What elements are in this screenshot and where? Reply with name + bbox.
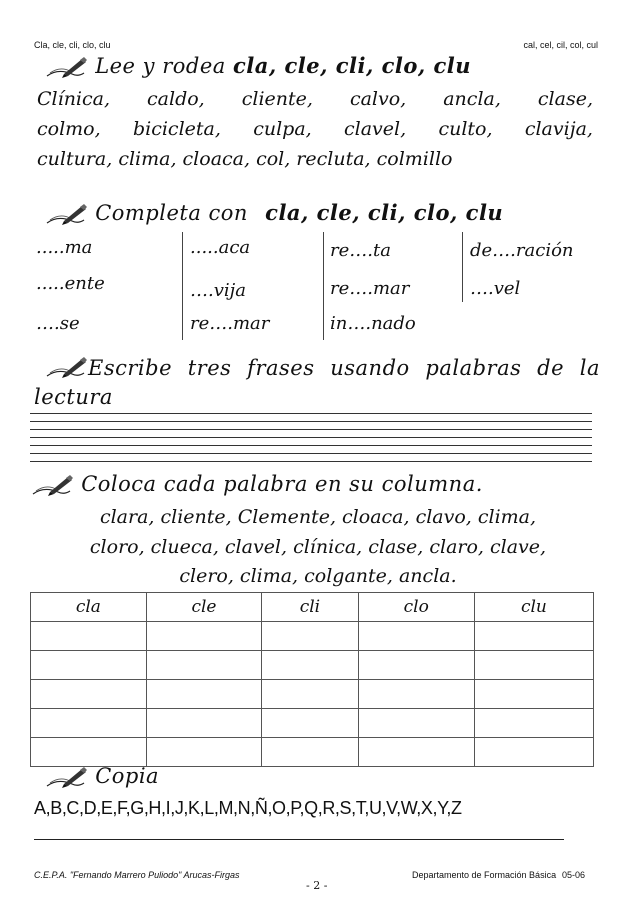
writing-line[interactable] xyxy=(30,429,592,430)
page-number: - 2 - xyxy=(306,879,328,892)
fill-item: ….se xyxy=(36,313,80,334)
table-cell[interactable] xyxy=(146,622,261,651)
section1-line-3: cultura, clima, cloaca, col, recluta, colmillo xyxy=(37,148,453,170)
writing-line[interactable] xyxy=(30,461,592,462)
pen-writing-icon xyxy=(44,356,88,380)
word: Clínica, xyxy=(37,88,111,110)
section4-instruction: Coloca cada palabra en su columna. xyxy=(81,472,483,496)
word: caldo, xyxy=(147,88,205,110)
table-cell[interactable] xyxy=(474,622,593,651)
header-right: cal, cel, cil, col, cul xyxy=(523,40,598,50)
pen-writing-icon xyxy=(44,56,88,80)
table-cell[interactable] xyxy=(31,709,147,738)
columns-table xyxy=(30,592,594,767)
table-cell[interactable] xyxy=(146,680,261,709)
table-cell[interactable] xyxy=(474,738,593,767)
pen-writing-icon xyxy=(44,203,88,227)
word: clavel, xyxy=(344,118,407,140)
word-list-line-1: clara, cliente, Clemente, cloaca, clavo, clima, xyxy=(99,506,537,528)
writing-line[interactable] xyxy=(30,421,592,422)
table-cell[interactable] xyxy=(474,680,593,709)
table-row xyxy=(31,709,594,738)
alphabet-model: A,B,C,D,E,F,G,H,I,J,K,L,M,N,Ñ,O,P,Q,R,S,T,U,V,W,X,Y,Z xyxy=(34,798,462,818)
writing-line[interactable] xyxy=(30,437,592,438)
table-cell[interactable] xyxy=(358,738,474,767)
fill-item: .....aca xyxy=(190,237,251,258)
table-cell[interactable] xyxy=(31,680,147,709)
word: clavija, xyxy=(524,118,593,140)
table-cell[interactable] xyxy=(358,680,474,709)
fill-item: in….nado xyxy=(330,313,416,334)
section2-instruction: Completa con xyxy=(95,201,248,225)
word: colmo, xyxy=(37,118,101,140)
section3-instruction-line1: Escribe tres frases usando palabras de la xyxy=(88,356,600,380)
word-list-line-3: clero, clima, colgante, ancla. xyxy=(179,565,457,587)
fill-item: .....ma xyxy=(36,237,93,258)
section4-heading xyxy=(30,472,483,498)
table-cell[interactable] xyxy=(31,622,147,651)
footer-school: C.E.P.A. "Fernando Marrero Puliodo" Arucas-Firgas xyxy=(34,870,240,880)
table-cell[interactable] xyxy=(474,709,593,738)
column-header: clo xyxy=(358,593,474,622)
table-cell[interactable] xyxy=(262,680,358,709)
footer-year: 05-06 xyxy=(562,870,586,880)
header-left: Cla, cle, cli, clo, clu xyxy=(34,40,111,50)
word: clase, xyxy=(537,88,593,110)
writing-line[interactable] xyxy=(30,445,592,446)
word: cliente, xyxy=(241,88,313,110)
section5-heading xyxy=(44,764,159,790)
table-cell[interactable] xyxy=(262,651,358,680)
table-cell[interactable] xyxy=(358,651,474,680)
table-cell[interactable] xyxy=(31,738,147,767)
section1-line-2 xyxy=(37,118,593,140)
word-list-line-2: cloro, clueca, clavel, clínica, clase, claro, clave, xyxy=(89,536,547,558)
fill-item: re….ta xyxy=(330,240,391,261)
table-cell[interactable] xyxy=(146,709,261,738)
fill-item: de….ración xyxy=(470,240,574,261)
word: calvo, xyxy=(349,88,407,110)
table-row xyxy=(31,738,594,767)
divider xyxy=(323,232,324,340)
table-row xyxy=(31,680,594,709)
table-cell[interactable] xyxy=(262,738,358,767)
table-row xyxy=(31,651,594,680)
divider xyxy=(462,232,463,302)
fill-item: re….mar xyxy=(330,278,410,299)
section1-heading xyxy=(44,53,471,80)
word: culto, xyxy=(438,118,493,140)
section2-syllables: cla, cle, cli, clo, clu xyxy=(265,200,504,225)
table-cell[interactable] xyxy=(358,709,474,738)
table-header-row xyxy=(31,593,594,622)
column-header: cla xyxy=(31,593,147,622)
table-cell[interactable] xyxy=(146,651,261,680)
divider xyxy=(182,232,183,340)
fill-item: re….mar xyxy=(190,313,270,334)
fill-item: ….vija xyxy=(190,280,246,301)
table-cell[interactable] xyxy=(31,651,147,680)
column-header: cli xyxy=(262,593,358,622)
writing-line[interactable] xyxy=(30,453,592,454)
section5-instruction: Copia xyxy=(95,764,160,788)
section1-syllables: cla, cle, cli, clo, clu xyxy=(232,53,471,78)
copy-line[interactable] xyxy=(34,839,564,840)
word: culpa, xyxy=(253,118,312,140)
table-row xyxy=(31,622,594,651)
table-cell[interactable] xyxy=(146,738,261,767)
column-header: cle xyxy=(146,593,261,622)
fill-item: .....ente xyxy=(36,273,105,294)
section1-line-1 xyxy=(37,88,593,110)
word: ancla, xyxy=(443,88,501,110)
table-cell[interactable] xyxy=(358,622,474,651)
writing-line[interactable] xyxy=(30,413,592,414)
section1-instruction: Lee y rodea xyxy=(95,54,226,78)
fill-item: ….vel xyxy=(470,278,521,299)
table-cell[interactable] xyxy=(262,709,358,738)
pen-writing-icon xyxy=(30,474,74,498)
table-cell[interactable] xyxy=(474,651,593,680)
section3-heading xyxy=(44,356,600,380)
table-cell[interactable] xyxy=(262,622,358,651)
footer-department: Departamento de Formación Básica xyxy=(412,870,557,880)
pen-writing-icon xyxy=(44,766,88,790)
section2-heading xyxy=(44,200,503,227)
column-header: clu xyxy=(474,593,593,622)
section3-instruction-line2: lectura xyxy=(34,385,113,409)
word: bicicleta, xyxy=(132,118,221,140)
